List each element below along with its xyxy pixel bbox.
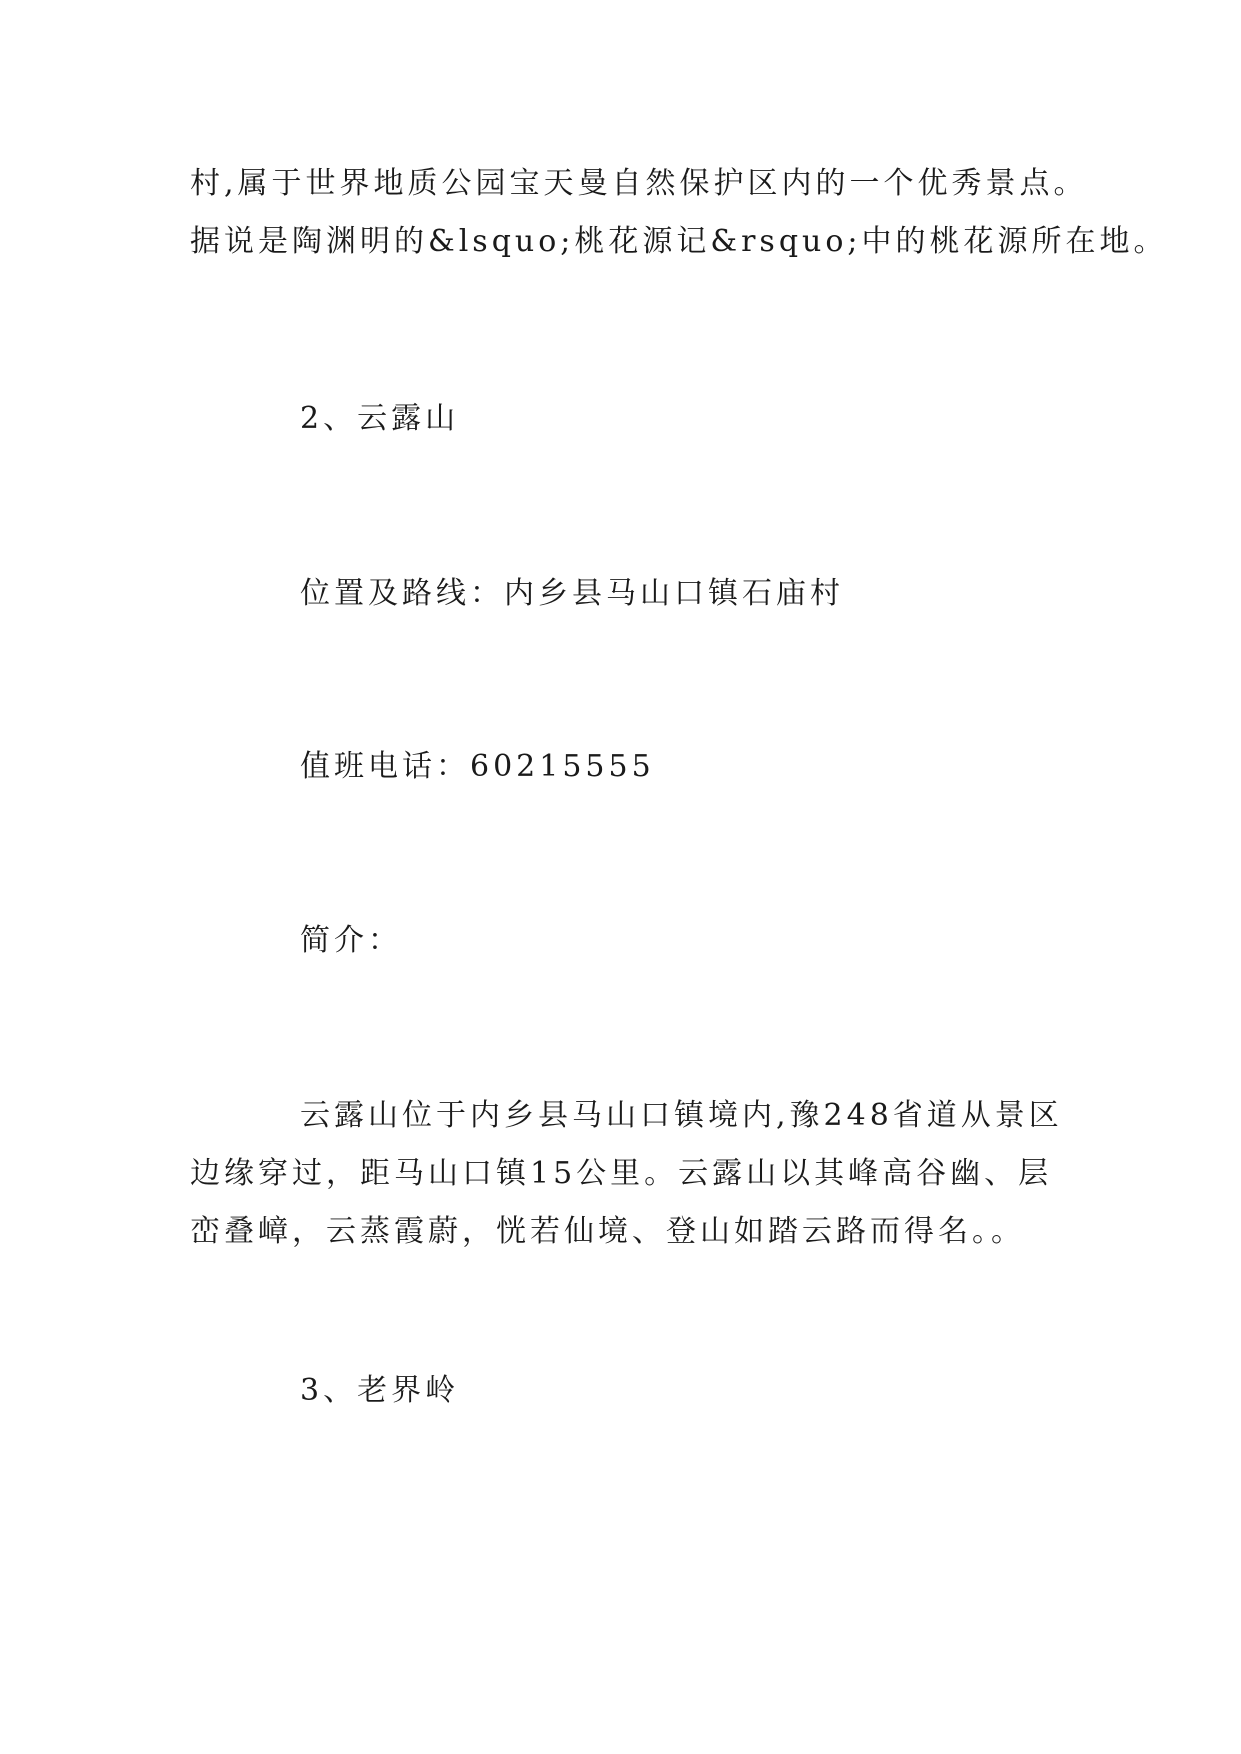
intro-label: 简介： (300, 923, 402, 958)
text-line: 据说是陶渊明的&lsquo;桃花源记&rsquo;中的桃花源所在地。 (190, 224, 1168, 259)
text-line: 云露山位于内乡县马山口镇境内,豫248省道从景区 (300, 1098, 1063, 1133)
text-line: 村,属于世界地质公园宝天曼自然保护区内的一个优秀景点。 (190, 166, 1088, 201)
text-line: 峦叠嶂，云蒸霞蔚，恍若仙境、登山如踏云路而得名。。 (190, 1214, 1025, 1249)
location-route: 位置及路线：内乡县马山口镇石庙村 (300, 576, 844, 611)
section-heading-yunlushan: 2、云露山 (300, 401, 460, 436)
paragraph-continued (190, 155, 1168, 271)
duty-phone: 值班电话：60215555 (300, 749, 655, 784)
text-line: 边缘穿过，距马山口镇15公里。云露山以其峰高谷幽、层 (190, 1156, 1053, 1191)
section-heading-laojieling: 3、老界岭 (300, 1373, 460, 1408)
description-paragraph (190, 1087, 1090, 1261)
